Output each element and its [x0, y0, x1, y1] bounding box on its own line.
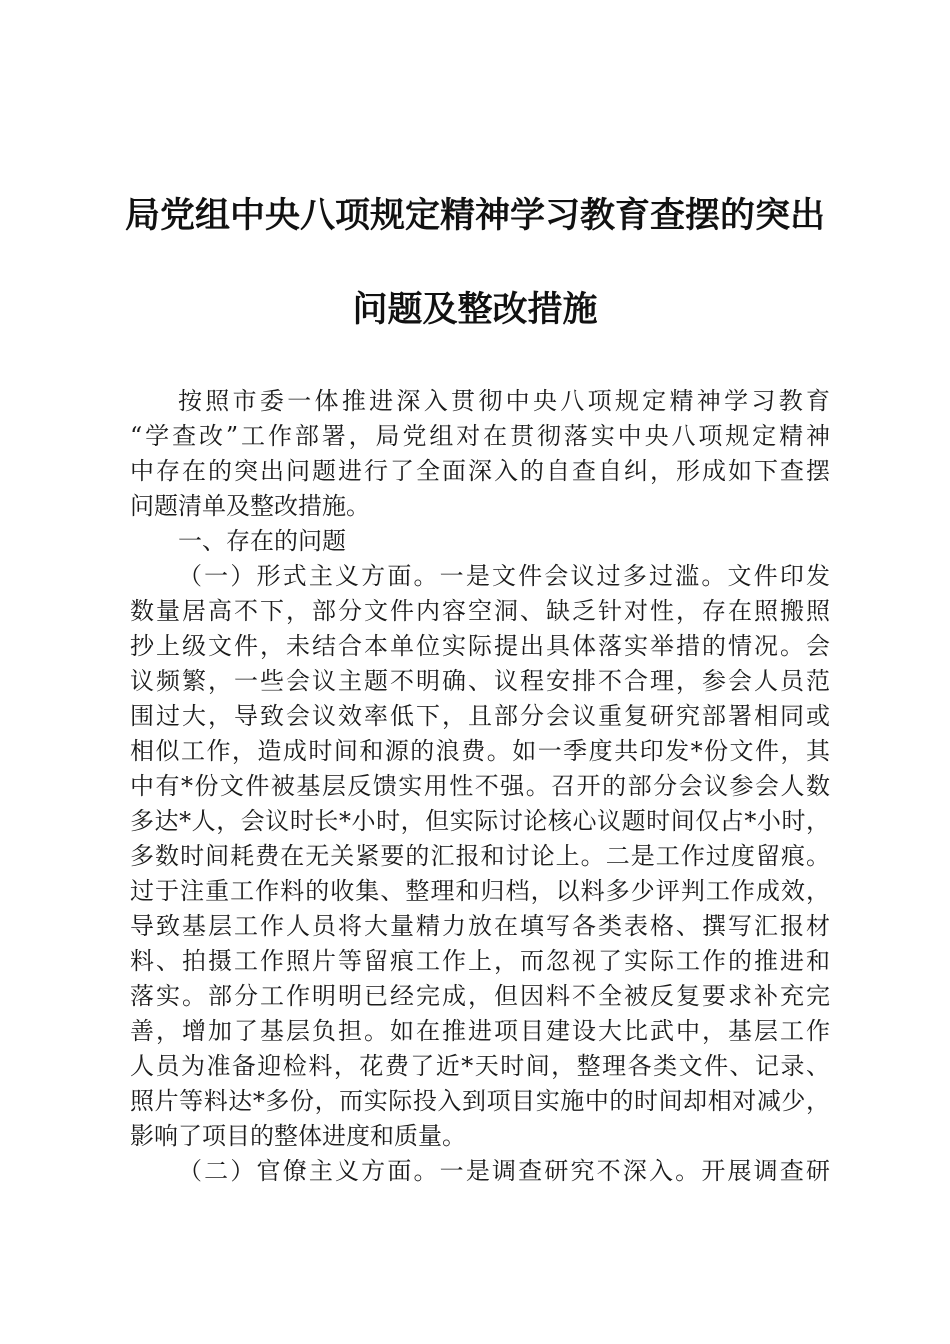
intro-paragraph — [130, 384, 830, 524]
paragraph-line: 料、拍摄工作照片等留痕工作上，而忽视了实际工作的推进和 — [130, 947, 830, 975]
paragraph-line: 过于注重工作料的收集、整理和归档，以料多少评判工作成效， — [130, 877, 830, 905]
paragraph-line: 影响了项目的整体进度和质量。 — [130, 1122, 466, 1150]
subsection-bureaucratism — [130, 1154, 830, 1189]
paragraph-line: 相似工作，造成时间和源的浪费。如一季度共印发*份文件，其 — [130, 737, 830, 765]
paragraph-line: 善，增加了基层负担。如在推进项目建设大比武中，基层工作 — [130, 1017, 830, 1045]
section-heading: 一、存在的问题 — [178, 527, 346, 555]
paragraph-line: 照片等料达*多份，而实际投入到项目实施中的时间却相对减少， — [130, 1087, 830, 1115]
paragraph-line: 按照市委一体推进深入贯彻中央八项规定精神学习教育 — [178, 387, 830, 415]
paragraph-line: 抄上级文件，未结合本单位实际提出具体落实举措的情况。会 — [130, 632, 830, 660]
paragraph-line: 落实。部分工作明明已经完成，但因料不全被反复要求补充完 — [130, 982, 830, 1010]
paragraph-line: 导致基层工作人员将大量精力放在填写各类表格、撰写汇报材 — [130, 912, 830, 940]
paragraph-line: 问题清单及整改措施。 — [130, 492, 370, 520]
document-title-line-2: 问题及整改措施 — [352, 289, 598, 330]
paragraph-line: （二）官僚主义方面。一是调查研究不深入。开展调查研 — [178, 1157, 830, 1185]
document-body — [130, 384, 830, 1189]
paragraph-line: （一）形式主义方面。一是文件会议过多过滥。文件印发 — [178, 562, 830, 590]
paragraph-line: 围过大，导致会议效率低下，且部分会议重复研究部署相同或 — [130, 702, 830, 730]
subsection-formalism — [130, 559, 830, 1154]
paragraph-line: “学查改”工作部署，局党组对在贯彻落实中央八项规定精神 — [130, 422, 830, 450]
paragraph-line: 中有*份文件被基层反馈实用性不强。召开的部分会议参会人数 — [130, 772, 830, 800]
paragraph-line: 议频繁，一些会议主题不明确、议程安排不合理，参会人员范 — [130, 667, 830, 695]
paragraph-line: 多数时间耗费在无关紧要的汇报和讨论上。二是工作过度留痕。 — [130, 842, 830, 870]
paragraph-line: 人员为准备迎检料，花费了近*天时间，整理各类文件、记录、 — [130, 1052, 830, 1080]
paragraph-line: 数量居高不下，部分文件内容空洞、缺乏针对性，存在照搬照 — [130, 597, 830, 625]
document-title-line-1: 局党组中央八项规定精神学习教育查摆的突出 — [124, 195, 825, 236]
paragraph-line: 多达*人，会议时长*小时，但实际讨论核心议题时间仅占*小时， — [130, 807, 830, 835]
paragraph-line: 中存在的突出问题进行了全面深入的自查自纠，形成如下查摆 — [130, 457, 830, 485]
